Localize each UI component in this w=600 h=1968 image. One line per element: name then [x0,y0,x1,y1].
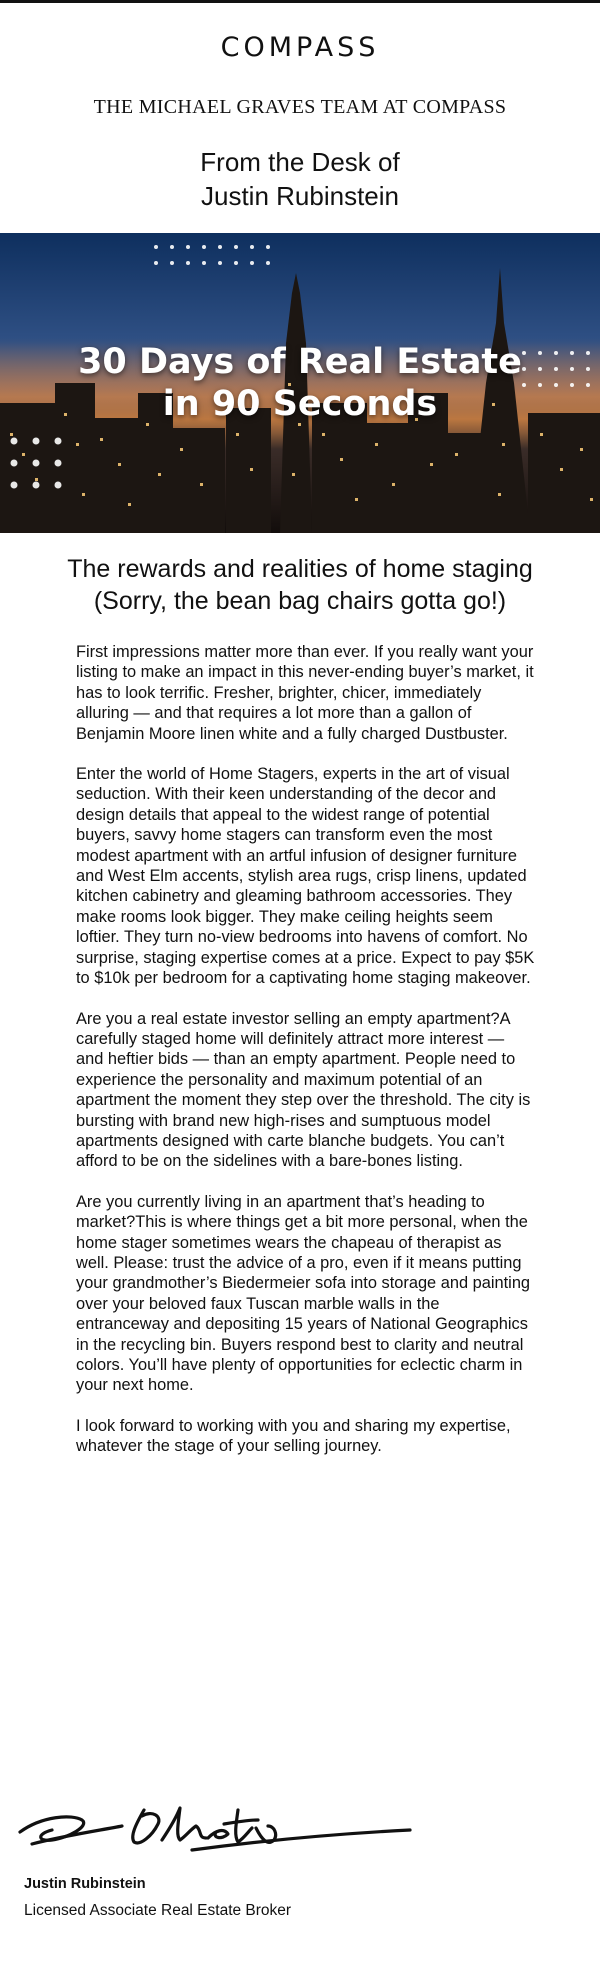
signoff-name: Justin Rubinstein [24,1876,146,1892]
article-headline [0,553,600,617]
body-paragraph: First impressions matter more than ever. If you really want your listing to make an impact in this never-ending buyer’s market, it has to look terrific. Fresher, brighter, chicer, immediately alluring — and that requires a lot more than a gallon of Benjamin Moore linen white and a fully charged Dustbuster. [76,643,534,743]
signature-icon [12,1780,412,1860]
hero-title [0,341,600,425]
from-desk-line: From the Desk of [200,147,400,177]
from-desk-heading [0,145,600,213]
body-paragraph: I look forward to working with you and sharing my expertise, whatever the stage of your selling journey. [76,1416,511,1456]
team-name: THE MICHAEL GRAVES TEAM AT COMPASS [93,96,507,118]
article-body [76,642,536,1477]
handwritten-signature [12,1780,412,1865]
signoff-title: Licensed Associate Real Estate Broker [24,1902,292,1919]
headline-subline: (Sorry, the bean bag chairs gotta go!) [93,587,507,615]
body-paragraph: Are you currently living in an apartment that’s heading to market?This is where things get a bit more personal, when the home stager sometimes wears the chapeau of therapist as well. Please: trust the advice of a pro, even if it means putting your grandmother’s Biedermeier sofa into storage and painting over your beloved faux Tuscan marble walls in the entranceway and depositing 15 years of National Geographics in the recycling bin. Buyers respond best to clarity and neutral colors. You’ll have plenty of opportunities for eclectic charm in your next home. [76,1192,531,1395]
hero-title-line: in 90 Seconds [162,384,438,424]
body-paragraph: Are you a real estate investor selling an empty apartment?A carefully staged home will definitely attract more interest — and heftier bids — than an empty apartment. People need to experience the personality and maximum potential of an apartment the moment they step over the threshold. The city is bursting with brand new high-rises and sumptuous model apartments designed with carte blanche budgets. You can’t afford to be on the sidelines with a bare-bones listing. [76,1009,531,1171]
headline-line: The rewards and realities of home staging [67,555,533,583]
top-divider [0,0,600,3]
compass-logo: COMPASS [220,32,380,63]
hero-banner [0,233,600,533]
hero-title-line: 30 Days of Real Estate [78,342,522,382]
body-paragraph: Enter the world of Home Stagers, experts in the art of visual seduction. With their keen understanding of the decor and design details that appeal to the widest range of potential buyers, savvy home stagers can transform even the most modest apartment with an artful infusion of designer furniture and West Elm accents, stylish area rugs, crisp linens, updated kitchen cabinetry and gleaming bathroom accessories. They make rooms look bigger. They make ceiling heights seem loftier. They turn no-view bedrooms into havens of comfort. No surprise, staging expertise comes at a price. Expect to pay $5K to $10k per bedroom for a captivating home staging makeover. [76,765,535,988]
author-name: Justin Rubinstein [201,181,399,211]
